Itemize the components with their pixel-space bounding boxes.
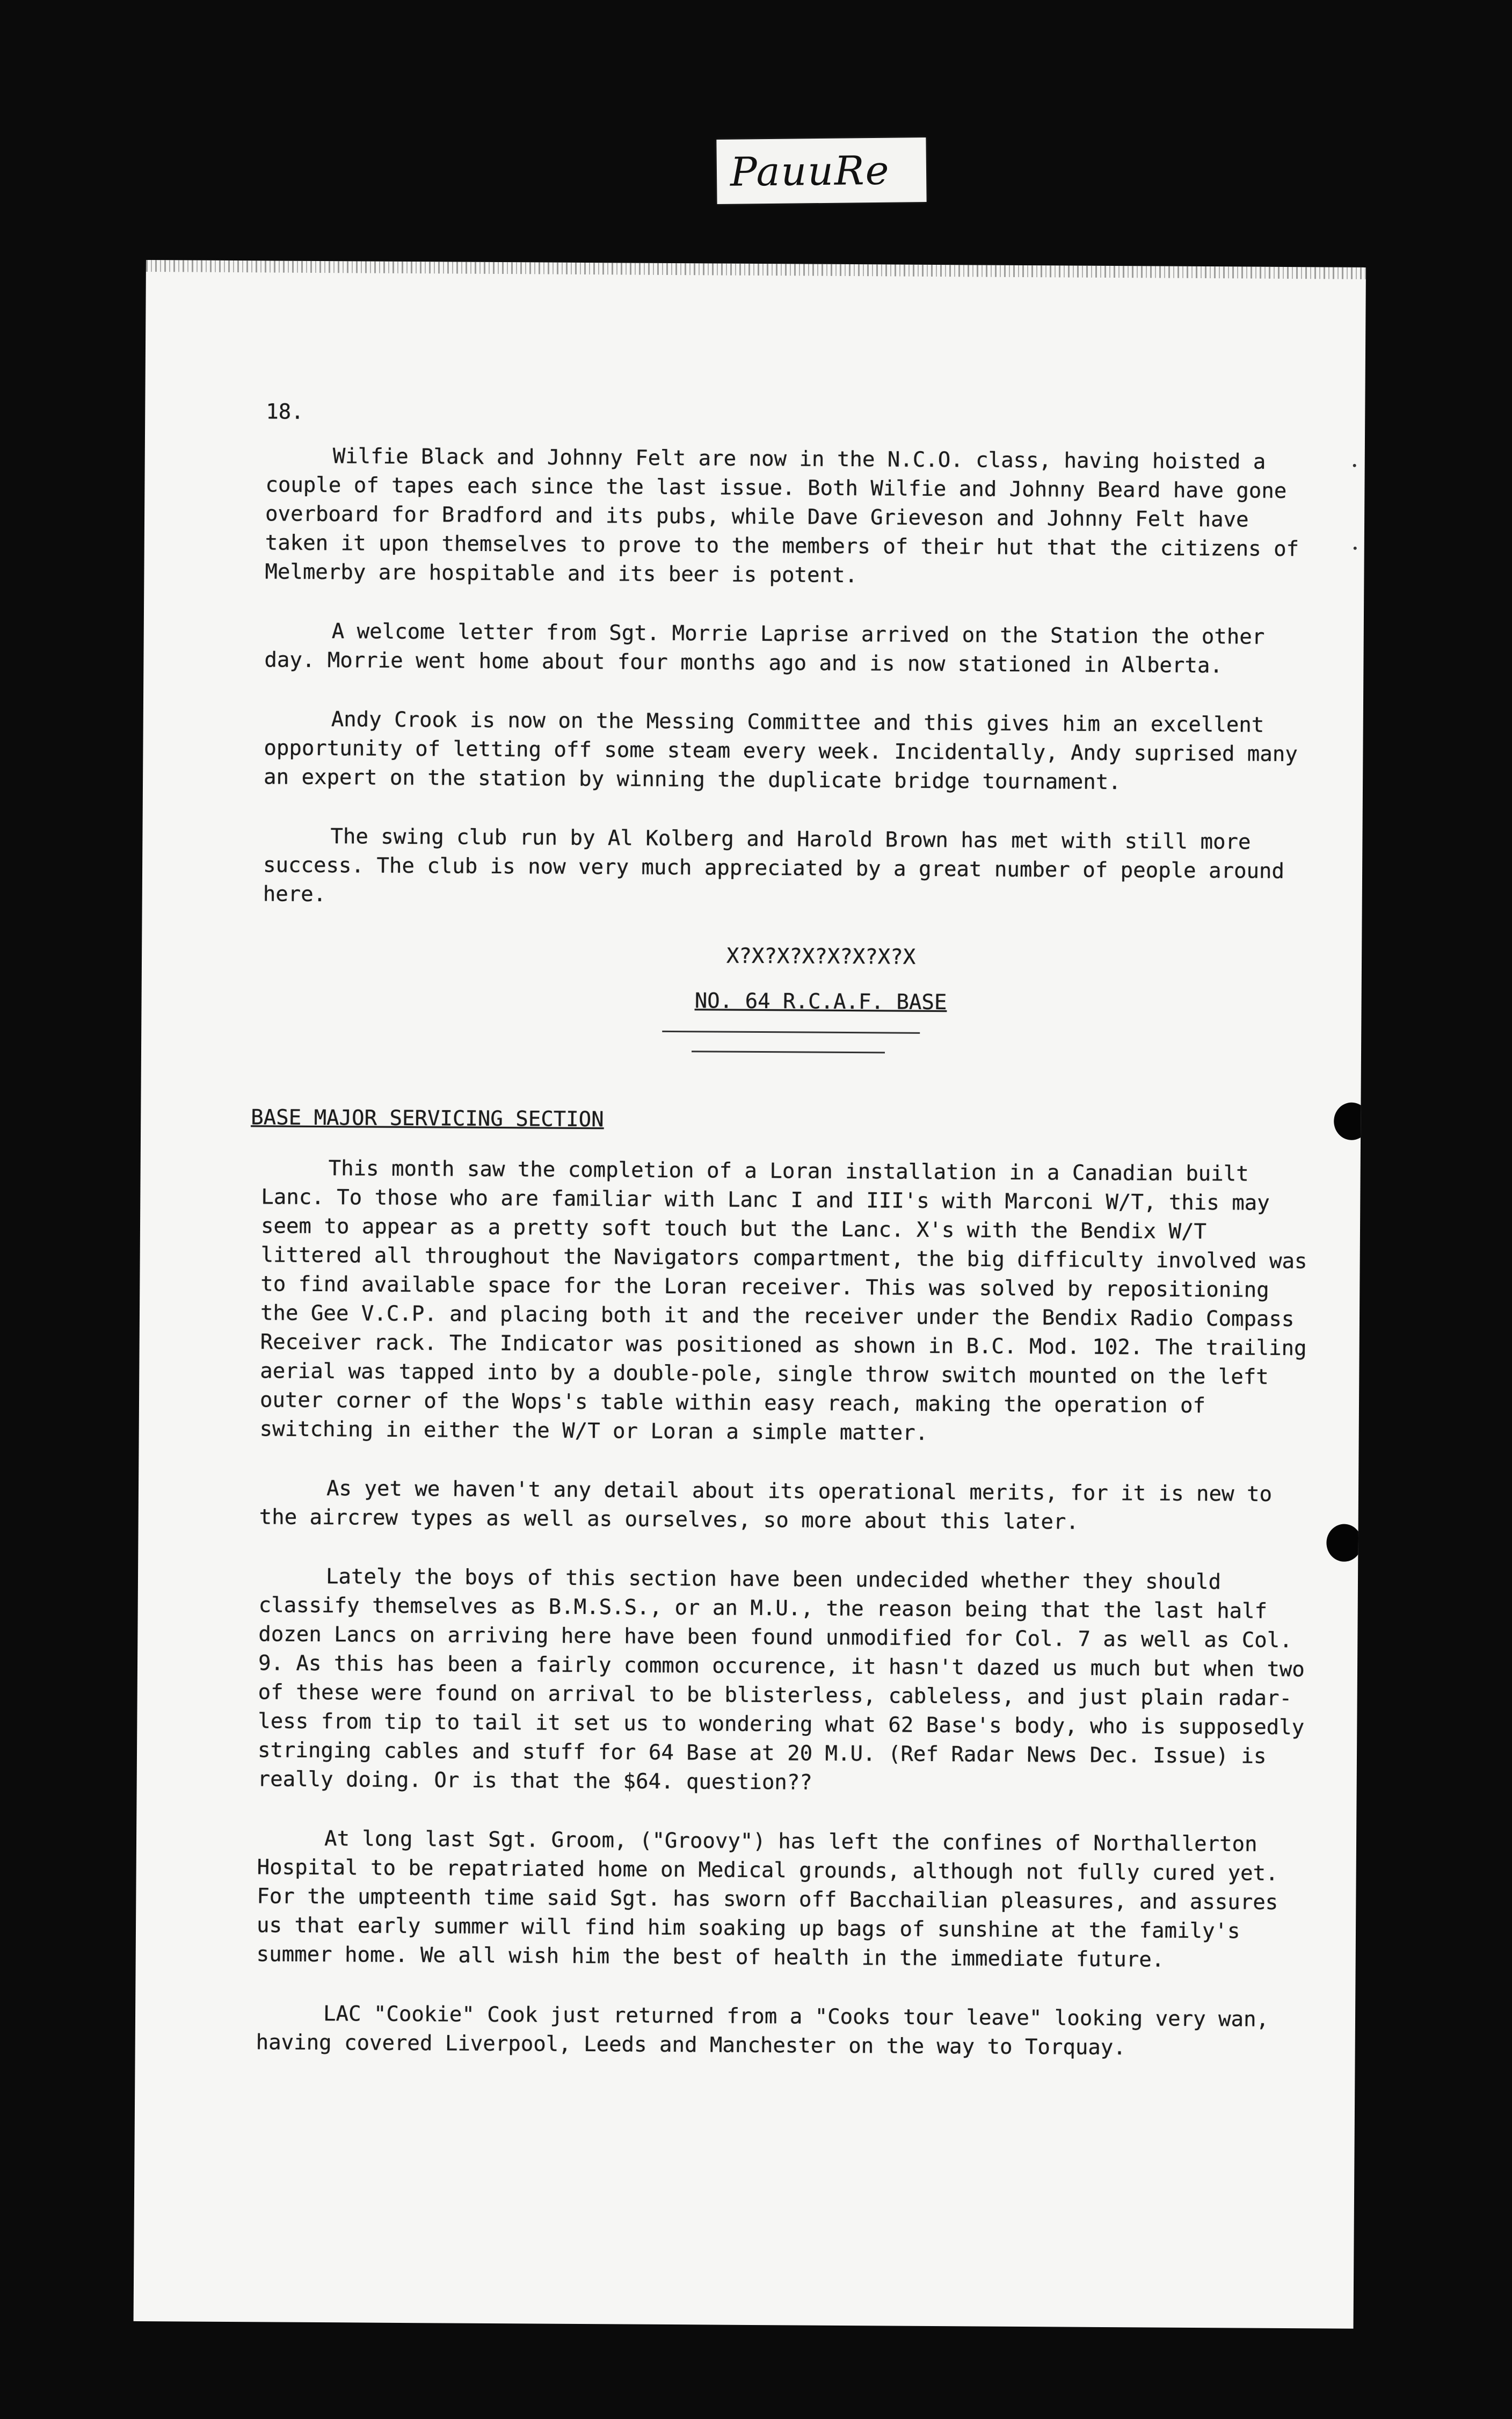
paragraph-messing-committee: Andy Crook is now on the Messing Committee and this gives him an excellent opportunity of letting off some steam every week. Incidentally, Andy suprised many an expert on the station by winning the duplicate bridge tournament.	[263, 707, 1298, 795]
document-body	[251, 397, 1318, 2094]
paragraph-operational-merits: As yet we haven't any detail about its operational merits, for it is new to the aircrew types as well as ourselves, so more about this later.	[259, 1476, 1273, 1534]
section-heading	[262, 984, 1314, 1019]
paragraph-cookie-cook: LAC "Cookie" Cook just returned from a "Cooks tour leave" looking very wan, having covered Liverpool, Leeds and Manchester on the way to Torquay.	[256, 2002, 1269, 2060]
handwritten-label: PauuRe	[730, 147, 890, 195]
section-heading-text: NO. 64 R.C.A.F. BASE	[694, 989, 947, 1015]
paragraph-loran-installation: This month saw the completion of a Loran installation in a Canadian built Lanc. To those who are familiar with Lanc I and III's with Marconi W/T, this may seem to appear as a pretty soft touch but the Lanc. X's with the Bendix W/T littered all throughout the Navigators compartment, the big difficulty involved was to find available space for the Loran receiver. This was solved by repositioning the Gee V.C.P. and placing both it and the receiver under the Bendix Radio Compass Receiver rack. The Indicator was positioned as shown in B.C. Mod. 102. The trailing aerial was tapped into by a double-pole, single throw switch mounted on the left outer corner of the Wops's table within easy reach, making the operation of switching in either the W/T or Loran a simple matter.	[259, 1156, 1307, 1445]
paragraph-sgt-groom: At long last Sgt. Groom, ("Groovy") has left the confines of Northallerton Hospital to be repatriated home on Medical grounds, although not fully cured yet. For the umpteenth time said Sgt. has sworn off Bacchailian pleasures, and assures us that early summer will find him soaking up bags of sunshine at the family's summer home. We all wish him the best of health in the immediate future.	[256, 1827, 1278, 1972]
subsection-heading: BASE MAJOR SERVICING SECTION	[251, 1105, 604, 1132]
scan-speck	[1353, 464, 1356, 467]
heading-rules	[262, 1028, 1314, 1056]
paragraph-swing-club: The swing club run by Al Kolberg and Harold Brown has met with still more success. The club is now very much appreciated by a great number of people around here.	[263, 824, 1285, 907]
section-divider: X?X?X?X?X?X?X?X	[726, 944, 916, 969]
paragraph-nco-class: Wilfie Black and Johnny Felt are now in the N.C.O. class, having hoisted a couple of tapes each since the last issue. Both Wilfie and Johnny Beard have gone overboard for Bradford and its pubs, while Dave Grieveson and Johnny Felt have taken it upon themselves to prove to the members of their hut that the citizens of Melmerby are hospitable and its beer is potent.	[265, 444, 1299, 588]
heading-rule-short	[692, 1051, 885, 1053]
handwritten-label-card	[716, 137, 926, 204]
punch-hole-bottom	[1326, 1524, 1362, 1561]
scan-edge-noise	[146, 260, 1366, 279]
punch-hole-top	[1334, 1103, 1366, 1140]
heading-rule	[662, 1031, 920, 1034]
paragraph-unmodified-lancs: Lately the boys of this section have been undecided whether they should classify themselves as B.M.S.S., or an M.U., the reason being that the last half dozen Lancs on arriving here have been found unmodified for Col. 7 as well as Col. 9. As this has been a fairly common occurence, it hasn't dazed us much but when two of these were found on arrival to be blisterless, cableless, and just plain radar-less from tip to tail it set us to wondering what 62 Base's body, who is supposedly stringing cables and stuff for 64 Base at 20 M.U. (Ref Radar News Dec. Issue) is really doing. Or is that the $64. question??	[257, 1565, 1305, 1795]
document-page	[134, 260, 1366, 2329]
scan-speck	[1354, 547, 1357, 550]
page-number: 18.	[266, 400, 304, 424]
paragraph-laprise-letter: A welcome letter from Sgt. Morrie Laprise arrived on the Station the other day. Morrie went home about four months ago and is now stationed in Alberta.	[264, 619, 1265, 678]
